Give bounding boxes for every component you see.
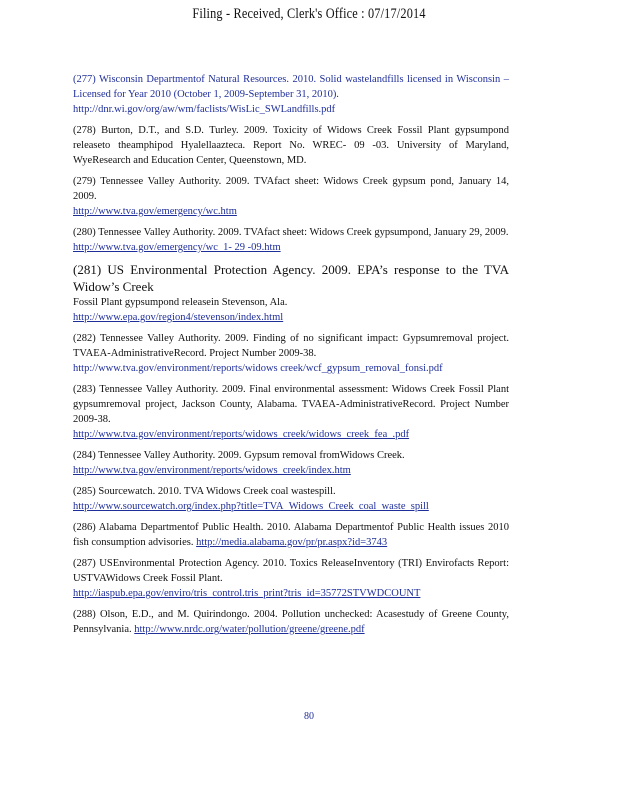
reference-281-link[interactable]: http://www.epa.gov/region4/stevenson/index.html	[73, 312, 284, 323]
reference-286	[73, 520, 509, 550]
reference-287	[73, 556, 509, 601]
references-list	[73, 72, 509, 643]
reference-287-link[interactable]: http://iaspub.epa.gov/enviro/tris_control.tris_print?tris_id=35772STVWDCOUNT	[73, 588, 421, 599]
reference-286-link[interactable]: http://media.alabama.gov/pr/pr.aspx?id=3743	[196, 537, 388, 548]
reference-282-text: (282) Tennessee Valley Authority. 2009. Finding of no significant impact: Gypsumremoval project. TVAEA-AdministrativeRecord. Project Number 2009-38.	[73, 333, 509, 359]
reference-279-text: (279) Tennessee Valley Authority. 2009. TVAfact sheet: Widows Creek gypsum pond, January 14, 2009.	[73, 176, 509, 202]
reference-281-text: Fossil Plant gypsumpond releasein Stevenson, Ala.	[73, 297, 288, 308]
reference-280-text: (280) Tennessee Valley Authority. 2009. TVAfact sheet: Widows Creek gypsumpond, January 29, 2009.	[73, 227, 509, 238]
filing-header: Filing - Received, Clerk's Office : 07/17/2014	[192, 6, 426, 22]
reference-288	[73, 607, 509, 637]
reference-280-link[interactable]: http://www.tva.gov/emergency/wc_1- 29 -09.htm	[73, 242, 281, 253]
reference-288-link[interactable]: http://www.nrdc.org/water/pollution/greene/greene.pdf	[134, 624, 365, 635]
reference-283-text: (283) Tennessee Valley Authority. 2009. Final environmental assessment: Widows Creek Fossil Plant gypsumremoval project, Jackson County, Alabama. TVAEA-AdministrativeRecord. Project Number 2009-38.	[73, 384, 509, 425]
reference-281-title: (281) US Environmental Protection Agency. 2009. EPA’s response to the TVA Widow’s Creek	[73, 262, 509, 294]
reference-277-text: (277) Wisconsin Departmentof Natural Resources. 2010. Solid wastelandfills licensed in Wisconsin – Licensed for Year 2010 (October 1, 2009-September 31, 2010).	[73, 74, 509, 100]
reference-285-link[interactable]: http://www.sourcewatch.org/index.php?title=TVA_Widows_Creek_coal_waste_spill	[73, 501, 429, 512]
reference-284-text: (284) Tennessee Valley Authority. 2009. Gypsum removal fromWidows Creek.	[73, 450, 405, 461]
reference-278-text: (278) Burton, D.T., and S.D. Turley. 2009. Toxicity of Widows Creek Fossil Plant gypsumpond releaseto theamphipod Hyalellaazteca. Report No. WREC- 09 -03. University of Maryland, WyeResearch and Education Center, Queenstown, MD.	[73, 125, 509, 166]
reference-281	[73, 261, 509, 325]
reference-282-link[interactable]: http://www.tva.gov/environment/reports/widows creek/wcf_gypsum_removal_fonsi.pdf	[73, 363, 443, 374]
reference-279-link[interactable]: http://www.tva.gov/emergency/wc.htm	[73, 206, 237, 217]
reference-277-url[interactable]: http://dnr.wi.gov/org/aw/wm/faclists/WisLic_SWLandfills.pdf	[73, 104, 336, 115]
reference-284	[73, 448, 509, 478]
reference-278	[73, 123, 509, 168]
reference-279	[73, 174, 509, 219]
reference-284-link[interactable]: http://www.tva.gov/environment/reports/widows_creek/index.htm	[73, 465, 351, 476]
reference-283-link[interactable]: http://www.tva.gov/environment/reports/widows_creek/widows_creek_fea_.pdf	[73, 429, 410, 440]
reference-288-text: (288) Olson, E.D., and M. Quirindongo. 2004. Pollution unchecked: Acasestudy of Greene County, Pennsylvania.	[73, 609, 509, 635]
reference-280	[73, 225, 509, 255]
reference-282	[73, 331, 509, 376]
reference-286-text: (286) Alabama Departmentof Public Health. 2010. Alabama Departmentof Public Health issues 2010 fish consumption advisories.	[73, 522, 509, 548]
reference-285-text: (285) Sourcewatch. 2010. TVA Widows Creek coal wastespill.	[73, 486, 336, 497]
reference-285	[73, 484, 509, 514]
reference-283	[73, 382, 509, 442]
reference-277	[73, 72, 509, 117]
reference-287-text: (287) USEnvironmental Protection Agency. 2010. Toxics ReleaseInventory (TRI) Envirofacts Report: USTVAWidows Creek Fossil Plant.	[73, 558, 509, 584]
page-number: 80	[304, 711, 314, 722]
